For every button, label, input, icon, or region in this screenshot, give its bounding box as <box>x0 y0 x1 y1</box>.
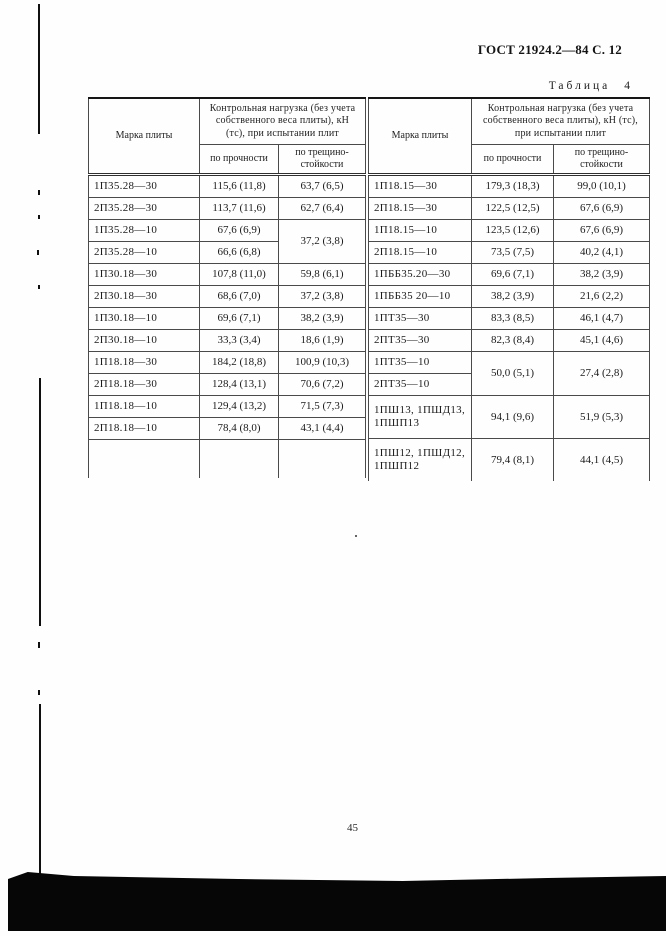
plate-mark-cell: 2П18.15—30 <box>369 198 472 220</box>
strength-value-cell: 82,3 (8,4) <box>472 330 554 352</box>
plate-mark-cell: 1П18.15—10 <box>369 220 472 242</box>
scan-speck-artifact <box>355 535 357 537</box>
empty-cell <box>200 440 279 479</box>
strength-value-cell: 128,4 (13,1) <box>200 374 279 396</box>
crack-value-cell: 71,5 (7,3) <box>279 396 366 418</box>
crack-value-cell: 37,2 (3,8) <box>279 286 366 308</box>
column-header-mark: Марка плиты <box>369 98 472 175</box>
table-row <box>89 198 366 220</box>
plate-mark-cell: 2П30.18—10 <box>89 330 200 352</box>
strength-value-cell: 123,5 (12,6) <box>472 220 554 242</box>
crack-value-cell-merged: 27,4 (2,8) <box>554 352 650 396</box>
column-header-strength: по прочности <box>472 145 554 175</box>
table-row <box>369 264 650 286</box>
column-header-strength: по прочности <box>200 145 279 175</box>
plate-mark-cell: 2П35.28—30 <box>89 198 200 220</box>
table-row <box>89 418 366 440</box>
scan-speck-artifact <box>38 190 40 195</box>
scan-black-band-artifact <box>8 870 666 931</box>
crack-value-cell: 45,1 (4,6) <box>554 330 650 352</box>
column-header-crack: по трещино-стойкости <box>279 145 366 175</box>
table-row <box>369 439 650 482</box>
strength-value-cell: 107,8 (11,0) <box>200 264 279 286</box>
column-header-load-group: Контрольная нагрузка (без учета собственного веса плиты), кН (тс), при испытании плит <box>472 98 650 145</box>
page-number: 45 <box>347 822 358 834</box>
plate-mark-cell: 1ПББ35 20—10 <box>369 286 472 308</box>
strength-value-cell: 129,4 (13,2) <box>200 396 279 418</box>
plate-mark-cell: 2ПТ35—10 <box>369 374 472 396</box>
crack-value-cell-merged: 37,2 (3,8) <box>279 220 366 264</box>
table-row <box>89 175 366 198</box>
crack-value-cell: 51,9 (5,3) <box>554 396 650 439</box>
crack-value-cell: 100,9 (10,3) <box>279 352 366 374</box>
crack-value-cell: 38,2 (3,9) <box>554 264 650 286</box>
crack-value-cell: 18,6 (1,9) <box>279 330 366 352</box>
table-row <box>89 264 366 286</box>
crack-value-cell: 44,1 (4,5) <box>554 439 650 482</box>
strength-value-cell: 113,7 (11,6) <box>200 198 279 220</box>
plate-mark-cell: 1П30.18—30 <box>89 264 200 286</box>
strength-value-cell: 33,3 (3,4) <box>200 330 279 352</box>
scan-speck-artifact <box>37 250 39 255</box>
column-header-mark: Марка плиты <box>89 98 200 175</box>
plate-mark-cell: 2П18.15—10 <box>369 242 472 264</box>
crack-value-cell: 99,0 (10,1) <box>554 175 650 198</box>
table-row <box>89 396 366 418</box>
plate-mark-cell: 1ПББ35.20—30 <box>369 264 472 286</box>
table-row <box>89 308 366 330</box>
strength-value-cell: 69,6 (7,1) <box>472 264 554 286</box>
plate-mark-cell: 1П18.18—30 <box>89 352 200 374</box>
crack-value-cell: 38,2 (3,9) <box>279 308 366 330</box>
plate-mark-cell: 1ПТ35—30 <box>369 308 472 330</box>
table-row <box>369 330 650 352</box>
crack-value-cell: 43,1 (4,4) <box>279 418 366 440</box>
scan-speck-artifact <box>38 215 40 219</box>
crack-value-cell: 67,6 (6,9) <box>554 220 650 242</box>
scan-speck-artifact <box>38 642 40 648</box>
control-load-table <box>88 97 648 481</box>
strength-value-cell: 66,6 (6,8) <box>200 242 279 264</box>
plate-mark-cell: 1ПШ12, 1ПШД12, 1ПШП12 <box>369 439 472 482</box>
strength-value-cell: 67,6 (6,9) <box>200 220 279 242</box>
table-row <box>89 352 366 374</box>
strength-value-cell: 83,3 (8,5) <box>472 308 554 330</box>
plate-mark-cell: 1П18.15—30 <box>369 175 472 198</box>
strength-value-cell: 184,2 (18,8) <box>200 352 279 374</box>
column-header-crack: по трещино-стойкости <box>554 145 650 175</box>
empty-cell <box>279 440 366 479</box>
scan-streak-artifact <box>39 704 41 874</box>
strength-value-cell: 122,5 (12,5) <box>472 198 554 220</box>
scan-streak-artifact <box>39 378 41 626</box>
scan-speck-artifact <box>38 285 40 289</box>
strength-value-cell: 115,6 (11,8) <box>200 175 279 198</box>
table-right-half <box>368 97 650 481</box>
table-row <box>369 242 650 264</box>
table-row <box>369 308 650 330</box>
table-row <box>369 175 650 198</box>
table-row <box>89 374 366 396</box>
table-caption-number: 4 <box>624 80 630 92</box>
strength-value-cell: 79,4 (8,1) <box>472 439 554 482</box>
table-row <box>89 286 366 308</box>
crack-value-cell: 62,7 (6,4) <box>279 198 366 220</box>
table-row-empty <box>89 440 366 479</box>
plate-mark-cell: 2П30.18—30 <box>89 286 200 308</box>
plate-mark-cell: 1П30.18—10 <box>89 308 200 330</box>
strength-value-cell: 179,3 (18,3) <box>472 175 554 198</box>
plate-mark-cell: 2ПТ35—30 <box>369 330 472 352</box>
table-caption <box>549 80 630 92</box>
table-row <box>369 286 650 308</box>
document-reference: ГОСТ 21924.2—84 С. 12 <box>477 42 622 57</box>
scan-speck-artifact <box>38 690 40 695</box>
table-row <box>89 220 366 242</box>
crack-value-cell: 70,6 (7,2) <box>279 374 366 396</box>
crack-value-cell: 67,6 (6,9) <box>554 198 650 220</box>
table-left-half <box>88 97 366 478</box>
strength-value-cell-merged: 50,0 (5,1) <box>472 352 554 396</box>
crack-value-cell: 63,7 (6,5) <box>279 175 366 198</box>
table-row <box>369 396 650 439</box>
strength-value-cell: 78,4 (8,0) <box>200 418 279 440</box>
plate-mark-cell: 2П35.28—10 <box>89 242 200 264</box>
table-row <box>369 352 650 374</box>
plate-mark-cell: 2П18.18—30 <box>89 374 200 396</box>
table-row <box>369 198 650 220</box>
plate-mark-cell: 1ПТ35—10 <box>369 352 472 374</box>
strength-value-cell: 73,5 (7,5) <box>472 242 554 264</box>
plate-mark-cell: 1ПШ13, 1ПШД13, 1ПШП13 <box>369 396 472 439</box>
strength-value-cell: 94,1 (9,6) <box>472 396 554 439</box>
table-row <box>89 330 366 352</box>
plate-mark-cell: 1П35.28—30 <box>89 175 200 198</box>
table-caption-label: Таблица <box>548 80 611 92</box>
empty-cell <box>89 440 200 479</box>
crack-value-cell: 46,1 (4,7) <box>554 308 650 330</box>
column-header-load-group: Контрольная нагрузка (без учета собственного веса плиты), кН (тс), при испытании плит <box>200 98 366 145</box>
plate-mark-cell: 1П35.28—10 <box>89 220 200 242</box>
strength-value-cell: 69,6 (7,1) <box>200 308 279 330</box>
crack-value-cell: 59,8 (6,1) <box>279 264 366 286</box>
table-row <box>369 220 650 242</box>
plate-mark-cell: 2П18.18—10 <box>89 418 200 440</box>
strength-value-cell: 68,6 (7,0) <box>200 286 279 308</box>
scan-streak-artifact <box>38 4 40 134</box>
plate-mark-cell: 1П18.18—10 <box>89 396 200 418</box>
strength-value-cell: 38,2 (3,9) <box>472 286 554 308</box>
crack-value-cell: 21,6 (2,2) <box>554 286 650 308</box>
crack-value-cell: 40,2 (4,1) <box>554 242 650 264</box>
